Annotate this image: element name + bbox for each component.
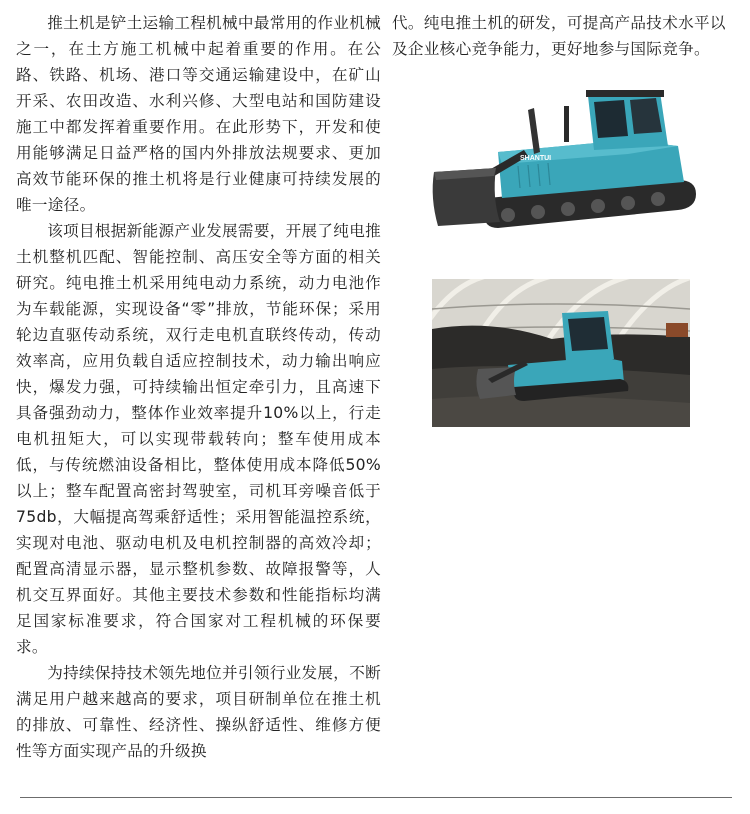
bulldozer-in-shed-photo (432, 279, 690, 427)
paragraph-intro: 推土机是铲土运输工程机械中最常用的作业机械之一，在土方施工机械中起着重要的作用。在公路、铁路、机场、港口等交通运输建设中，在矿山开采、农田改造、水利兴修、大型电站和国防建设施工中都发挥着重要作用。在此形势下，开发和使用能够满足日益严格的国内外排放法规要求、更加高效节能环保的推土机将是行业健康可持续发展的唯一途径。 (16, 14, 381, 214)
paragraph-project: 该项目根据新能源产业发展需要，开展了纯电推土机整机匹配、智能控制、高压安全等方面的相关研究。纯电推土机采用纯电动力系统，动力电池作为车载能源，实现设备“零”排放，节能环保；采用轮边直驱传动系统，双行走电机直联终传动，传动效率高，应用负载自适应控制技术，动力输出响应快，爆发力强，可持续输出恒定牵引力，且高速下具备强劲动力，整体作业效率提升10%以上，行走电机扭矩大，可以实现带载转向；整车使用成本低，与传统燃油设备相比，整体使用成本降低50%以上；整车配置高密封驾驶室，司机耳旁噪音低于75db，大幅提高驾乘舒适性；采用智能温控系统，实现对电池、驱动电机及电机控制器的高效冷却；配置高清显示器，显示整机参数、故障报警等，人机交互界面好。其他主要技术参数和性能指标均满足国家标准要求，符合国家对工程机械的环保要求。 (16, 222, 381, 656)
footer-rule (20, 797, 732, 798)
brand-logo-text: SHANTUI (520, 155, 552, 162)
bulldozer-photo (428, 80, 720, 236)
left-text-column (16, 10, 381, 764)
right-text-column (392, 10, 736, 62)
paragraph-leadership: 为持续保持技术领先地位并引领行业发展，不断满足用户越来越高的要求，项目研制单位在推土机的排放、可靠性、经济性、操纵舒适性、维修方便性等方面实现产品的升级换 (16, 664, 381, 760)
paragraph-continuation: 代。纯电推土机的研发，可提高产品技术水平以及企业核心竞争能力，更好地参与国际竞争。 (392, 14, 726, 58)
